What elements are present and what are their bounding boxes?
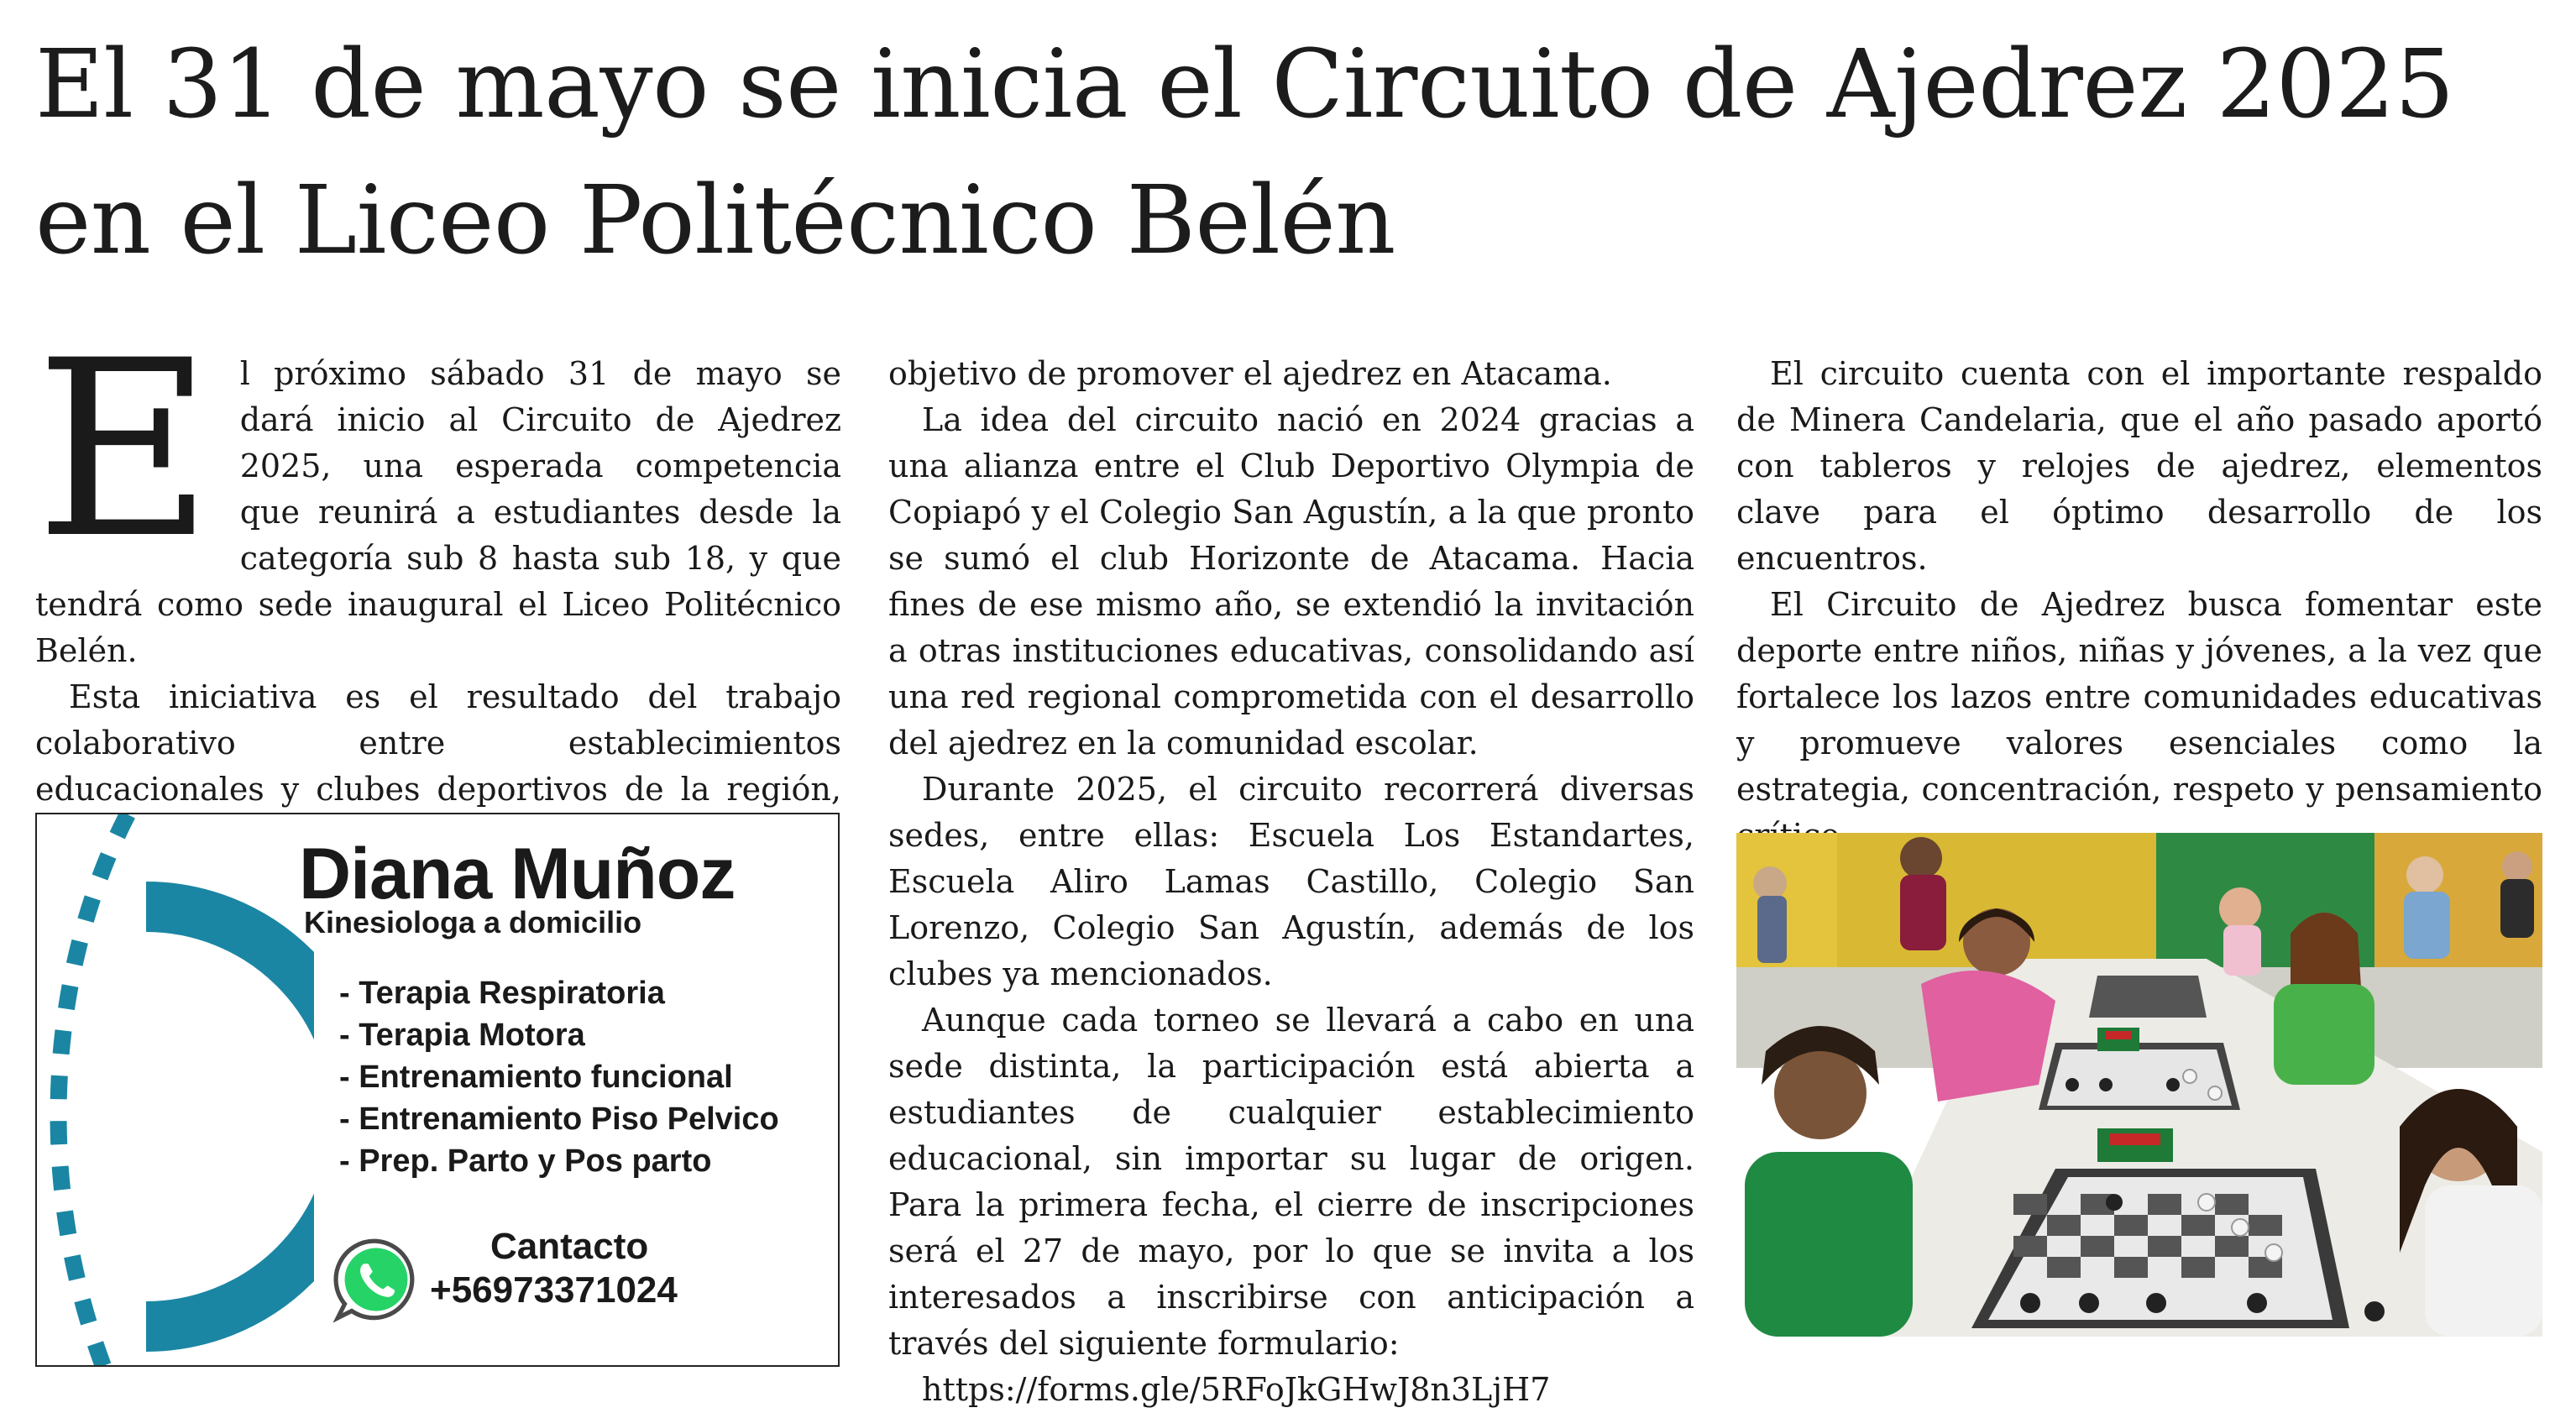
paragraph: l próximo sábado 31 de mayo se dará inicio al Circuito de Ajedrez 2025, una esperada competencia que reunirá a estudiantes desde la categoría sub 8 hasta sub 18, y que tendrá como sede inaugural el Liceo Politécnico Belén. — [35, 355, 841, 669]
paragraph: El circuito cuenta con el importante respaldo de Minera Candelaria, que el año pasado aportó con tableros y relojes de ajedrez, elementos clave para el óptimo desarrollo de los encuentros. — [1736, 355, 2542, 577]
decorative-arc-icon — [37, 814, 314, 1367]
phone-number: +56973371024 — [430, 1269, 678, 1311]
service-item: - Terapia Motora — [339, 1018, 585, 1053]
drop-cap: E — [35, 309, 213, 592]
form-link[interactable]: https://forms.gle/5RFoJkGHwJ8n3LjH7 — [922, 1371, 1551, 1408]
service-item: - Terapia Respiratoria — [339, 976, 665, 1011]
article-column-2 — [888, 351, 1694, 1413]
ad-name: Diana Muñoz — [299, 834, 736, 914]
contact-label: Cantacto — [490, 1226, 649, 1267]
advertisement — [35, 813, 840, 1367]
service-item: - Entrenamiento Piso Pelvico — [339, 1102, 779, 1137]
ad-subtitle: Kinesiologa a domicilio — [304, 905, 642, 939]
paragraph: Durante 2025, el circuito recorrerá diversas sedes, entre ellas: Escuela Los Estandartes, Escuela Aliro Lamas Castillo, Colegio San Lorenzo, Colegio San Agustín, además de los clubes ya mencionados. — [888, 771, 1694, 992]
whatsapp-icon — [332, 1236, 420, 1323]
article-column-1 — [35, 309, 841, 859]
chess-photo — [1736, 833, 2542, 1337]
paragraph: La idea del circuito nació en 2024 gracias a una alianza entre el Club Deportivo Olympia de Copiapó y el Colegio San Agustín, a la que pronto se sumó el club Horizonte de Atacama. Hacia fines de ese mismo año, se extendió la invitación a otras instituciones educativas, consolidando así una red regional comprometida con el desarrollo del ajedrez en la comunidad escolar. — [888, 401, 1694, 761]
headline: El 31 de mayo se inicia el Circuito de Ajedrez 2025 en el Liceo Politécnico Belén — [35, 30, 2454, 275]
service-item: - Entrenamiento funcional — [339, 1060, 733, 1095]
paragraph: objetivo de promover el ajedrez en Atacama. — [888, 355, 1612, 392]
paragraph: Esta iniciativa es el resultado del trabajo colaborativo entre establecimientos educacionales y clubes deportivos de la región, — [35, 678, 841, 808]
service-item: - Prep. Parto y Pos parto — [339, 1143, 712, 1179]
paragraph: El Circuito de Ajedrez busca fomentar este deporte entre niños, niñas y jóvenes, a la vez que fortalece los lazos entre comunidades educativas y promueve valores esenciales como la estrategia, concentración, respeto y pensamiento — [1736, 586, 2542, 808]
paragraph: Aunque cada torneo se llevará a cabo en una sede distinta, la participación está abierta a estudiantes de cualquier establecimiento educacional, sin importar su lugar de origen. Para la primera fecha, el cierre de inscripciones será el 27 de mayo, por lo que se invita a los interesados a inscribirse con anticipación a través del siguiente formulario: — [888, 1002, 1694, 1362]
article-column-3 — [1736, 351, 2542, 859]
services-list — [339, 972, 779, 1182]
